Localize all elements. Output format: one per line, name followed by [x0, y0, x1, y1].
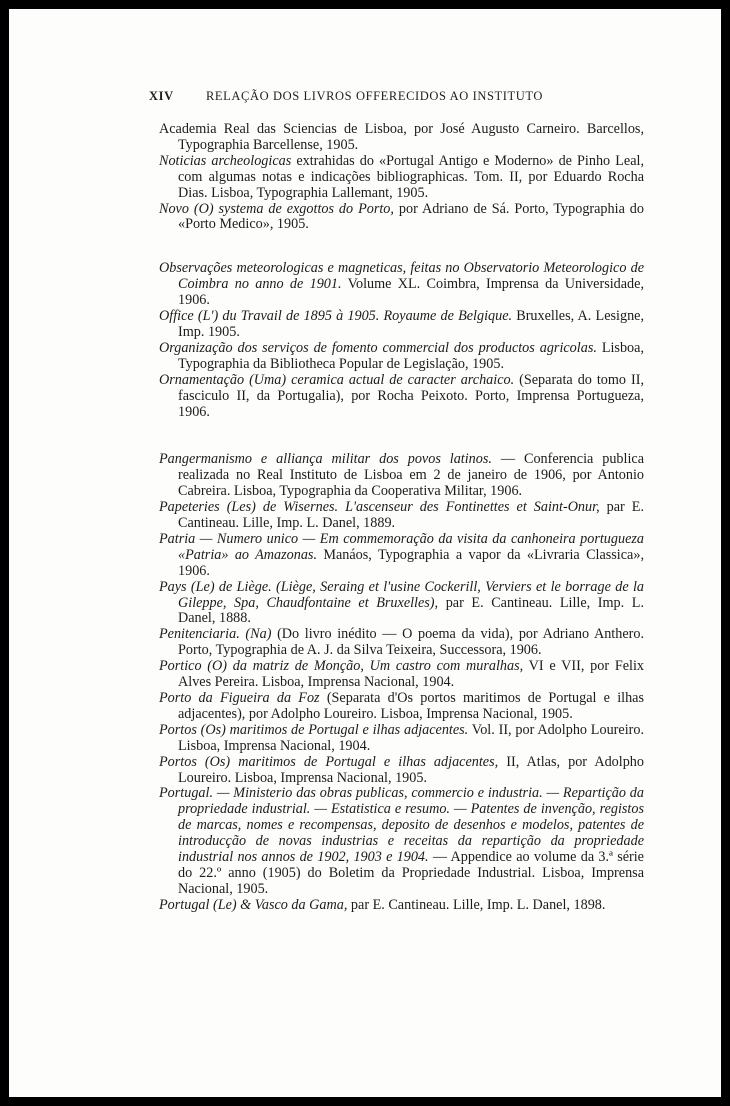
bibliography-entry: [159, 755, 644, 787]
entry-text: por Adriano de Sá. Porto, Typographia do «Porto Medico», 1905.: [178, 200, 644, 233]
page-number: XIV: [149, 89, 174, 103]
entry-text: Bruxelles, A. Lesigne, Imp. 1905.: [178, 308, 645, 340]
entry-title: Pays (Le) de Liège. (Liège, Seraing et l'usine Cockerill, Verviers et le borrage de la Gileppe, Spa, Chaudfontaine et Bruxelles),: [159, 578, 644, 611]
entry-text: Volume XL. Coimbra, Imprensa da Universidade, 1906.: [178, 276, 644, 309]
entry-text: Academia Real das Sciencias de Lisboa, por José Augusto Carneiro. Barcellos, Typographia Barcellense, 1905.: [159, 121, 644, 153]
entry-title: Portico (O) da matriz de Monção, Um castro com muralhas,: [159, 658, 524, 675]
entry-title: Penitenciaria. (Na): [159, 626, 272, 643]
section-gap: [159, 233, 644, 261]
bibliography-entry: [159, 341, 644, 373]
entry-text: Lisboa, Typographia da Bibliotheca Popular de Legislação, 1905.: [178, 339, 644, 372]
bibliography-entry: [159, 154, 644, 202]
bibliography-entry: [159, 309, 644, 341]
entry-title: Observações meteorologicas e magneticas, feitas no Observatorio Meteorologico de Coimbra no anno de 1901.: [159, 260, 644, 293]
entry-title: Pangermanismo e alliança militar dos povos latinos.: [159, 451, 492, 468]
entry-text: (Separata do tomo II, fasciculo II, da Portugalia), por Rocha Peixoto. Porto, Imprensa Portugueza, 1906.: [178, 371, 644, 420]
bibliography-entry: [159, 898, 644, 914]
bibliography-entry: [159, 373, 644, 421]
entry-text: par E. Cantineau. Lille, Imp. L. Danel, 1888.: [178, 594, 644, 627]
bibliography-entry: [159, 691, 644, 723]
entry-title: Portos (Os) maritimos de Portugal e ilhas adjacentes.: [159, 721, 469, 738]
entry-title: Noticias archeologicas: [159, 152, 292, 169]
bibliography-entry: [159, 500, 644, 532]
entry-title: Portugal (Le) & Vasco da Gama,: [159, 896, 348, 913]
bibliography-entry: [159, 627, 644, 659]
bibliography-entry: [159, 786, 644, 897]
entry-text: II, Atlas, por Adolpho Loureiro. Lisboa, Imprensa Nacional, 1905.: [178, 753, 644, 786]
entry-title: Portos (Os) maritimos de Portugal e ilhas adjacentes,: [159, 753, 499, 770]
bibliography-entry: [159, 202, 644, 234]
entry-text: (Separata d'Os portos maritimos de Portugal e ilhas adjacentes), por Adolpho Loureiro. Lisboa, Imprensa Nacional, 1905.: [178, 690, 645, 722]
bibliography-list: [159, 122, 644, 914]
entry-text: extrahidas do «Portugal Antigo e Moderno» de Pinho Leal, com algumas notas e indicações bibliographicas. Tom. II, por Eduardo Rocha Dias. Lisboa, Typographia Lallemant, 1905.: [178, 152, 644, 201]
entry-text: Manáos, Typographia a vapor da «Livraria Classica», 1906.: [178, 546, 644, 579]
bibliography-entry: [159, 659, 644, 691]
entry-title: Patria — Numero unico — Em commemoração da visita da canhoneira portugueza «Patria» ao Amazonas.: [159, 530, 644, 563]
bibliography-entry: [159, 452, 644, 500]
entry-title: Ornamentação (Uma) ceramica actual de caracter archaico.: [159, 371, 515, 388]
entry-text: VI e VII, por Felix Alves Pereira. Lisboa, Imprensa Nacional, 1904.: [178, 658, 645, 691]
bibliography-entry: [159, 261, 644, 309]
entry-title: Portugal. — Ministerio das obras publicas, commercio e industria. — Repartição da propriedade industrial. — Estatistica e resumo. — Patentes de invenção, registos de marcas, nomes e recompensas, deposito de desenhos e modelos, patentes de introducção de novas industrias e receitas da repartição da propriedade industrial nos annos de 1902, 1903 e 1904.: [159, 785, 644, 866]
entry-text: Vol. II, por Adolpho Loureiro. Lisboa, Imprensa Nacional, 1904.: [178, 721, 644, 754]
entry-title: Novo (O) systema de exgottos do Porto,: [159, 200, 394, 217]
entry-text: — Appendice ao volume da 3.ª série do 22.º anno (1905) do Boletim da Propriedade Industrial. Lisboa, Imprensa Nacional, 1905.: [178, 849, 644, 897]
entry-title: Papeteries (Les) de Wisernes. L'ascenseur des Fontinettes et Saint-Onur,: [159, 499, 600, 516]
entry-text: (Do livro inédito — O poema da vida), por Adriano Anthero. Porto, Typographia de A. J. da Silva Teixeira, Successora, 1906.: [178, 626, 644, 659]
entry-text: par E. Cantineau. Lille, Imp. L. Danel, 1889.: [178, 499, 644, 532]
bibliography-entry: [159, 122, 644, 154]
entry-text: — Conferencia publica realizada no Real Instituto de Lisboa em 2 de janeiro de 1906, por Antonio Cabreira. Lisboa, Typographia da Cooperativa Militar, 1906.: [178, 451, 644, 500]
entry-title: Office (L') du Travail de 1895 à 1905. Royaume de Belgique.: [159, 308, 513, 325]
entry-text: par E. Cantineau. Lille, Imp. L. Danel, 1898.: [347, 896, 606, 913]
entry-title: Porto da Figueira da Foz: [159, 690, 320, 706]
bibliography-entry: [159, 580, 644, 628]
entry-title: Organização dos serviços de fomento commercial dos productos agricolas.: [159, 339, 597, 356]
bibliography-entry: [159, 532, 644, 580]
book-page: [9, 9, 721, 1097]
bibliography-entry: [159, 723, 644, 755]
section-gap: [159, 420, 644, 452]
running-title: RELAÇÃO DOS LIVROS OFFERECIDOS AO INSTITUTO: [206, 89, 544, 103]
